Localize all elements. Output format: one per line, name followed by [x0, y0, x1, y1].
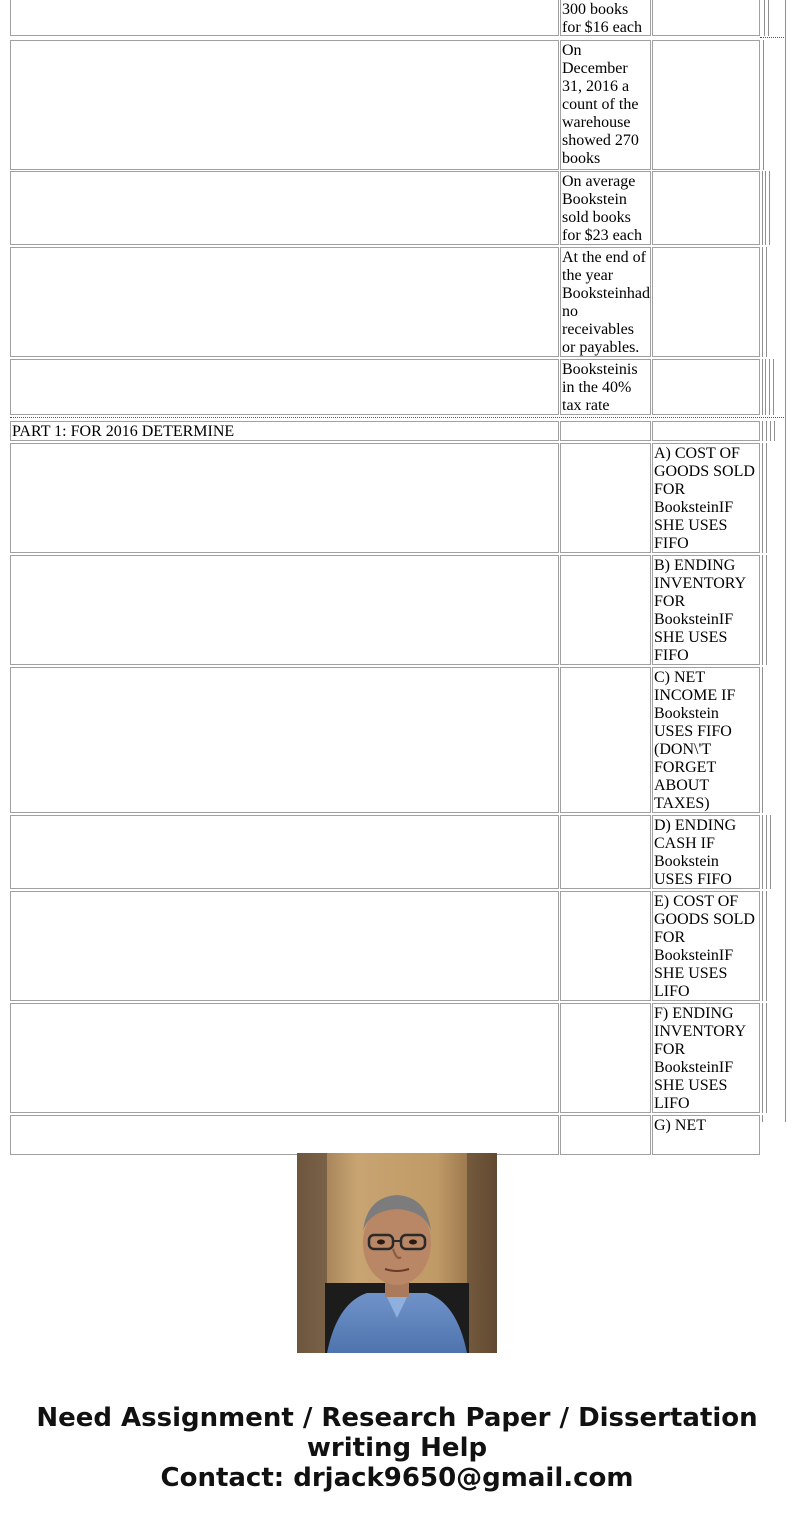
- promo-banner: [0, 1403, 794, 1493]
- fact-cell: On average Bookstein sold books for $23 each: [560, 171, 651, 245]
- table-cell-empty: [560, 667, 651, 813]
- question-cell: A) COST OF GOODS SOLD FOR BooksteinIF SHE USES FIFO: [652, 443, 760, 553]
- fact-cell: 300 books for $16 each: [560, 0, 651, 36]
- table-cell-empty: [10, 891, 559, 1001]
- fact-cell: At the end of the year Booksteinhad no receivables or payables.: [562, 249, 650, 356]
- table-cell-empty: [10, 1115, 559, 1155]
- table-cell-empty: [652, 0, 760, 36]
- table-cell-empty: [560, 1115, 651, 1155]
- author-avatar: [297, 1153, 497, 1353]
- table-cell-empty: [652, 40, 760, 170]
- table-cell-empty: [10, 247, 559, 357]
- question-cell: D) ENDING CASH IF Bookstein USES FIFO: [652, 815, 760, 889]
- question-cell: C) NET INCOME IF Bookstein USES FIFO (DON\'T FORGET ABOUT TAXES): [652, 667, 760, 813]
- table-cell-empty: [652, 421, 760, 441]
- table-cell-empty: [10, 40, 559, 170]
- question-cell: F) ENDING INVENTORY FOR BooksteinIF SHE USES LIFO: [652, 1003, 760, 1113]
- table-cell-empty: [560, 443, 651, 553]
- table-cell-empty: [560, 891, 651, 1001]
- table-cell-empty: [10, 359, 559, 415]
- fact-cell: On December 31, 2016 a count of the warehouse showed 270 books: [560, 40, 651, 170]
- table-cell-empty: [560, 815, 651, 889]
- table-cell-empty: [652, 247, 760, 357]
- question-cell: G) NET: [652, 1115, 760, 1155]
- table-cell-empty: [10, 815, 559, 889]
- table-cell-empty: [652, 171, 760, 245]
- fact-cell: Booksteinis in the 40% tax rate: [560, 359, 651, 415]
- table-cell-empty: [560, 555, 651, 665]
- promo-line-2: writing Help: [306, 1433, 488, 1463]
- table-cell-empty: [560, 421, 651, 441]
- portrait-image: [297, 1153, 497, 1353]
- question-cell: B) ENDING INVENTORY FOR BooksteinIF SHE USES FIFO: [652, 555, 760, 665]
- table-cell-empty: [652, 359, 760, 415]
- promo-line-1: Need Assignment / Research Paper / Dissertation: [36, 1403, 758, 1433]
- table-cell-empty: [10, 555, 559, 665]
- table-cell-empty: [10, 171, 559, 245]
- table-cell-empty: [10, 0, 559, 36]
- table-cell-empty: [10, 1003, 559, 1113]
- part-heading: PART 1: FOR 2016 DETERMINE: [10, 421, 559, 441]
- question-cell: E) COST OF GOODS SOLD FOR BooksteinIF SHE USES LIFO: [652, 891, 760, 1001]
- promo-contact[interactable]: Contact: drjack9650@gmail.com: [160, 1463, 634, 1493]
- table-cell-empty: [10, 443, 559, 553]
- table-cell-empty: [560, 1003, 651, 1113]
- table-cell-empty: [10, 667, 559, 813]
